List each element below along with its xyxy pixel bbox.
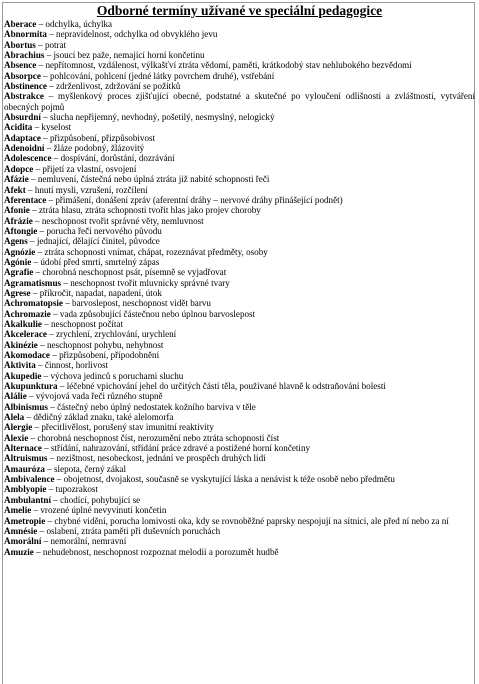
glossary-entry <box>4 360 475 370</box>
glossary-entry <box>4 298 475 308</box>
entry-term: Aktivita <box>4 360 36 371</box>
glossary-entry <box>4 474 475 484</box>
entry-definition: – přijetí za vlastní, osvojení <box>33 163 137 174</box>
entry-term: Amelie <box>4 505 32 516</box>
entry-definition: – vada způsobující částečnou nebo úplnou barvoslepost <box>50 308 256 319</box>
glossary-entry <box>4 19 475 29</box>
glossary-entry <box>4 164 475 174</box>
entry-term: Akcelerace <box>4 329 47 340</box>
entry-term: Ambulantní <box>4 494 52 505</box>
document-title: Odborné termíny užívané ve speciální pedagogice <box>96 3 383 18</box>
entry-term: Acidita <box>4 122 33 133</box>
entry-term: Agnózie <box>4 246 36 257</box>
entry-definition: – dospívání, dorůstání, dozrávání <box>51 153 175 164</box>
glossary-entry <box>4 50 475 60</box>
entry-term: Alternace <box>4 443 42 454</box>
glossary-entry <box>4 412 475 422</box>
entry-term: Agrafie <box>4 267 34 278</box>
glossary-entry <box>4 433 475 443</box>
entry-term: Adenoidní <box>4 143 45 154</box>
glossary-entry <box>4 226 475 236</box>
glossary-entry <box>4 185 475 195</box>
glossary-entry <box>4 381 475 391</box>
entry-definition: – léčebné vpichování jehel do určitých částí těla, používané hlavně k odstraňování bolesti <box>57 381 386 392</box>
entry-term: Abortus <box>4 39 36 50</box>
entry-term: Amuzie <box>4 546 34 557</box>
entry-definition: – nezištnost, nesobeckost, jednání ve prospěch druhých lidí <box>47 453 266 464</box>
entry-definition: – barvoslepost, neschopnost vidět barvu <box>62 298 211 309</box>
entry-definition: – činnost, horlivost <box>35 360 109 371</box>
entry-definition: – chorobná neschopnost psát, písemně se vyjadřovat <box>33 267 227 278</box>
entry-term: Afonie <box>4 205 30 216</box>
glossary-entry <box>4 484 475 494</box>
glossary-entry <box>4 91 475 112</box>
glossary-entry <box>4 288 475 298</box>
glossary-entry <box>4 236 475 246</box>
entry-definition: – přizpůsobení, přípodobnění <box>49 350 160 360</box>
entry-term: Ambivalence <box>4 474 55 485</box>
entry-term: Akupedie <box>4 370 42 381</box>
entry-term: Akalkulie <box>4 318 42 329</box>
entry-definition: – vývojová vada řeči různého stupně <box>26 391 163 402</box>
entry-definition: – tupozrakost <box>46 484 98 495</box>
glossary-entry <box>4 153 475 163</box>
entry-definition: – ztráta hlasu, ztráta schopnosti tvořit hlas jako projev choroby <box>29 205 261 216</box>
entry-term: Adaptace <box>4 132 41 143</box>
entry-term: Agens <box>4 236 28 247</box>
entry-term: Absurdní <box>4 112 41 123</box>
glossary-entry <box>4 340 475 350</box>
entry-definition: – neschopnost tvořit správné věty, nemluvnost <box>32 215 204 226</box>
glossary-list <box>4 19 475 557</box>
glossary-entry <box>4 371 475 381</box>
entry-term: Absence <box>4 60 37 71</box>
glossary-entry <box>4 402 475 412</box>
entry-definition: – hnutí mysli, vzrušení, rozčílení <box>25 184 148 195</box>
entry-term: Amorální <box>4 536 42 547</box>
glossary-entry <box>4 505 475 515</box>
entry-definition: – zrychlení, zrychlování, urychlení <box>46 329 177 340</box>
entry-definition: – kyselost <box>32 122 72 133</box>
entry-definition: – dědičný základ znaku, také alelomorfa <box>24 412 174 423</box>
entry-definition: – pohlcování, pohlcení (jedné látky povrchem druhé), vstřebání <box>40 70 275 81</box>
entry-term: Adolescence <box>4 153 52 164</box>
glossary-entry <box>4 267 475 277</box>
glossary-entry <box>4 247 475 257</box>
glossary-entry <box>4 443 475 453</box>
glossary-entry <box>4 309 475 319</box>
entry-definition: – vrozené úplné nevyvinutí končetin <box>31 505 167 516</box>
glossary-entry <box>4 329 475 339</box>
glossary-entry <box>4 495 475 505</box>
glossary-entry <box>4 526 475 536</box>
entry-definition: – údobí před smrtí, smrtelný zápas <box>31 256 160 267</box>
entry-definition: – porucha řeči nervového původu <box>37 225 162 236</box>
entry-term: Afrázie <box>4 215 33 226</box>
glossary-entry <box>4 547 475 557</box>
entry-definition: – nemluvení, částečná nebo úplná ztráta již nabité schopnosti řeči <box>28 174 270 185</box>
glossary-entry <box>4 112 475 122</box>
entry-term: Alela <box>4 412 25 423</box>
entry-definition: – neschopnost tvořit mluvnicky správné tvary <box>61 277 230 288</box>
entry-term: Akupunktura <box>4 381 58 392</box>
glossary-entry <box>4 319 475 329</box>
entry-definition: – neschopnost pohybu, nehybnost <box>37 339 164 350</box>
entry-definition: – slucha nepřijemný, nevhodný, pošetilý, nesmyslný, nelogický <box>40 112 275 123</box>
entry-definition: – chybné vidění, porucha lomivosti oka, kdy se rovnoběžné paprsky nespojují na sítnici, ale před ní nebo za ní <box>45 515 449 526</box>
glossary-entry <box>4 81 475 91</box>
entry-term: Agónie <box>4 256 32 267</box>
entry-term: Alergie <box>4 422 33 433</box>
entry-term: Achromatopsie <box>4 298 63 309</box>
glossary-entry <box>4 216 475 226</box>
entry-definition: – nepravidelnost, odchylka od obvyklého jevu <box>46 29 218 40</box>
entry-term: Aberace <box>4 19 37 29</box>
entry-definition: – slepota, černý zákal <box>44 463 126 474</box>
entry-term: Alálie <box>4 391 27 402</box>
entry-definition: – přecitlivělost, porušený stav imunitní reaktivity <box>32 422 214 433</box>
entry-definition: – jsoucí bez paže, nemající horní končetinu <box>44 50 205 61</box>
entry-term: Afekt <box>4 184 26 195</box>
glossary-entry <box>4 391 475 401</box>
entry-definition: – ztráta schopnosti vnímat, chápat, rozeznávat předměty, osoby <box>35 246 268 257</box>
entry-definition: – neschopnost počítat <box>41 318 123 329</box>
entry-definition: – přizpůsobení, přizpůsobivost <box>40 132 156 143</box>
entry-definition: – jednající, dělající činitel, původce <box>27 236 160 247</box>
entry-term: Agramatismus <box>4 277 62 288</box>
entry-term: Agrese <box>4 287 31 298</box>
entry-definition: – zdrženlivost, zdržování se požitků <box>46 81 181 92</box>
entry-term: Akomodace <box>4 350 50 360</box>
entry-term: Altruismus <box>4 453 48 464</box>
entry-term: Abstinence <box>4 81 47 92</box>
glossary-entry <box>4 60 475 70</box>
glossary-entry <box>4 122 475 132</box>
entry-term: Albinismus <box>4 401 48 412</box>
entry-definition: – nehudebnost, neschopnost rozpoznat melodii a porozumět hudbě <box>33 546 279 557</box>
entry-definition: – nepřítomnost, vzdálenost, výlkašťví ztráta vědomí, paměti, krátkodobý stav nehlubokého bezvědomí <box>36 60 412 71</box>
entry-definition: – oslabení, ztráta paměti při duševních poruchách <box>37 525 221 536</box>
glossary-entry <box>4 516 475 526</box>
glossary-entry <box>4 464 475 474</box>
entry-definition: – žláze podobný, žlázovitý <box>44 143 145 154</box>
glossary-entry <box>4 422 475 432</box>
glossary-entry <box>4 536 475 546</box>
entry-term: Abnormita <box>4 29 47 40</box>
glossary-entry <box>4 174 475 184</box>
glossary-entry <box>4 453 475 463</box>
entry-term: Adopce <box>4 163 34 174</box>
glossary-entry <box>4 205 475 215</box>
entry-definition: – nemorální, nemravní <box>41 536 127 547</box>
entry-definition: – chodící, pohybující se <box>51 494 141 505</box>
entry-term: Amauróza <box>4 463 45 474</box>
glossary-entry <box>4 350 475 360</box>
glossary-entry <box>4 257 475 267</box>
entry-definition: – příkročit, napadat, napadení, útok <box>30 287 162 298</box>
entry-term: Alexie <box>4 432 29 443</box>
entry-term: Akinézie <box>4 339 38 350</box>
entry-term: Amblyopie <box>4 484 47 495</box>
glossary-entry <box>4 40 475 50</box>
entry-definition: – myšlenkový proces zjišťující obecné, podstatné a skutečné po vyloučení odlišností a zvláštností, vytváření obecných pojmů <box>4 91 475 112</box>
entry-term: Ametropie <box>4 515 46 526</box>
entry-term: Abrachius <box>4 50 45 61</box>
glossary-entry <box>4 133 475 143</box>
entry-term: Aferentace <box>4 194 47 205</box>
entry-term: Abstrakce <box>4 91 44 102</box>
entry-term: Aftongie <box>4 225 38 236</box>
entry-term: Afázie <box>4 174 29 185</box>
entry-definition: – obojetnost, dvojakost, současně se vyskytující láska a nenávist k téže osobě nebo předmětu <box>54 474 395 485</box>
glossary-entry <box>4 278 475 288</box>
glossary-entry <box>4 195 475 205</box>
glossary-entry <box>4 71 475 81</box>
entry-definition: – částečný nebo úplný nedostatek kožního barviva v těle <box>47 401 256 412</box>
entry-definition: – odchylka, úchylka <box>36 19 113 29</box>
entry-definition: – výchova jedinců s poruchami sluchu <box>41 370 184 381</box>
entry-definition: – chorobná neschopnost číst, nerozumění nebo ztráta schopnosti číst <box>28 432 280 443</box>
entry-term: Absorpce <box>4 70 41 81</box>
entry-definition: – střídání, nahrazování, střídání práce zdravé a postižené horní končetiny <box>41 443 311 454</box>
entry-definition: – potrat <box>35 39 67 50</box>
glossary-entry <box>4 29 475 39</box>
entry-term: Achromazie <box>4 308 51 319</box>
entry-definition: – přimášení, donášení zpráv (aferentní dráhy – nervové dráhy přinášející podnět) <box>46 194 343 205</box>
entry-term: Amnésie <box>4 525 38 536</box>
glossary-entry <box>4 143 475 153</box>
